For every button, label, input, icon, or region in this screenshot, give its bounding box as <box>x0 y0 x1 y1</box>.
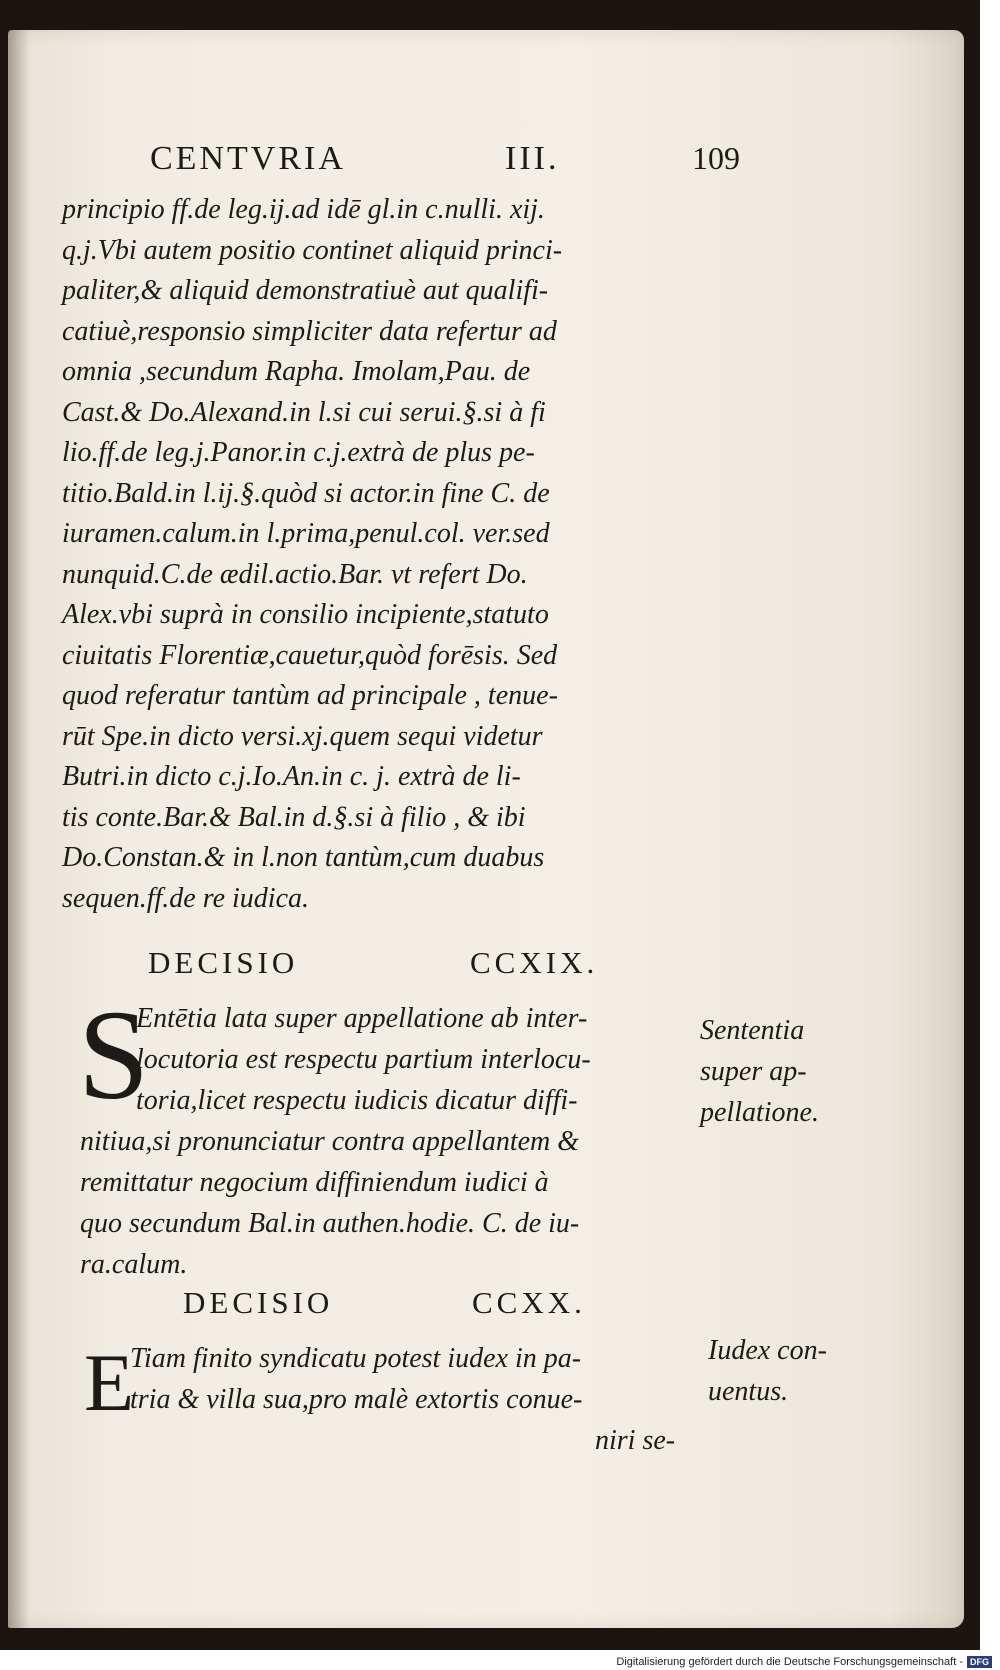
body-text <box>62 190 712 919</box>
text-line: Do.Constan.& in l.non tantùm,cum duabus <box>62 842 545 873</box>
text-line: q.j.Vbi autem positio continet aliquid princi- <box>62 234 563 266</box>
text-line: tis conte.Bar.& Bal.in d.§.si à filio , & ibi <box>62 801 526 833</box>
text-line: omnia ,secundum Rapha. Imolam,Pau. de <box>62 356 531 387</box>
text-line: catiuè,responsio simpliciter data refertur ad <box>62 315 557 347</box>
text-line: lio.ff.de leg.j.Panor.in c.j.extrà de plus pe- <box>62 437 535 468</box>
text-line: Cast.& Do.Alexand.in l.si cui serui.§.si à fi <box>62 396 546 428</box>
folio-number: 109 <box>692 140 740 176</box>
decisio-219-marginal-note <box>700 1010 819 1133</box>
text-line: Entētia lata super appellatione ab inter- <box>136 1003 588 1034</box>
text-line: nunquid.C.de ædil.actio.Bar. vt refert Do. <box>62 558 528 590</box>
text-line: tria & villa sua,pro malè extortis conue- <box>130 1384 583 1415</box>
dfg-logo: DFG <box>967 1656 992 1668</box>
decisio-220-heading-word: DECISIO <box>183 1285 334 1320</box>
marginal-line: super ap- <box>700 1056 807 1087</box>
credit-text: Digitalisierung gefördert durch die Deutsche Forschungsgemeinschaft - <box>616 1656 963 1668</box>
text-line: principio ff.de leg.ij.ad idē gl.in c.nulli. xij. <box>62 194 545 225</box>
text-line: paliter,& aliquid demonstratiuè aut qualifi- <box>62 275 549 306</box>
decisio-219-heading-number: CCXIX. <box>470 945 599 980</box>
text-line: Butri.in dicto c.j.Io.An.in c. j. extrà de li- <box>62 761 521 792</box>
digitization-credit <box>616 1656 992 1668</box>
text-line: rūt Spe.in dicto versi.xj.quem sequi videtur <box>62 720 543 752</box>
running-head-title: CENTVRIA <box>150 140 346 177</box>
text-line: locutoria est respectu partium interlocu- <box>136 1044 591 1075</box>
marginal-line: Sententia <box>700 1015 805 1046</box>
marginal-line: Iudex con- <box>708 1335 827 1366</box>
text-line: ciuitatis Florentiæ,cauetur,quòd forēsis. Sed <box>62 639 558 671</box>
text-line: sequen.ff.de re iudica. <box>62 882 310 914</box>
text-line: Tiam finito syndicatu potest iudex in pa- <box>130 1343 582 1374</box>
catchword: niri se- <box>595 1425 676 1456</box>
text-line: quo secundum Bal.in authen.hodie. C. de iu- <box>80 1208 580 1239</box>
marginal-line: pellatione. <box>700 1097 819 1128</box>
running-head-century-number: III. <box>505 140 560 177</box>
text-line: ra.calum. <box>80 1249 188 1280</box>
text-line: toria,licet respectu iudicis dicatur diffi- <box>136 1085 578 1116</box>
text-line: Alex.vbi suprà in consilio incipiente,statuto <box>62 599 549 630</box>
text-line: iuramen.calum.in l.prima,penul.col. ver.sed <box>62 518 550 549</box>
decisio-219-indented-lines <box>136 998 591 1121</box>
decisio-220-heading-number: CCXX. <box>472 1285 586 1320</box>
running-head <box>150 140 740 180</box>
decisio-219-heading-word: DECISIO <box>148 945 299 980</box>
text-line: remittatur negocium diffiniendum iudici à <box>80 1167 549 1198</box>
gutter-shadow <box>8 30 30 1628</box>
text-line: titio.Bald.in l.ij.§.quòd si actor.in fine C. de <box>62 477 550 509</box>
decisio-219-body-lines <box>80 1121 579 1285</box>
decisio-219-dropcap: S <box>78 984 150 1126</box>
text-line: nitiua,si pronunciatur contra appellantem & <box>80 1126 580 1157</box>
decisio-220-marginal-note <box>708 1330 827 1412</box>
text-line: quod referatur tantùm ad principale , tenue- <box>62 680 558 711</box>
decisio-220-dropcap: E <box>84 1337 135 1428</box>
marginal-line: uentus. <box>708 1376 789 1407</box>
decisio-220-lines <box>130 1338 582 1420</box>
